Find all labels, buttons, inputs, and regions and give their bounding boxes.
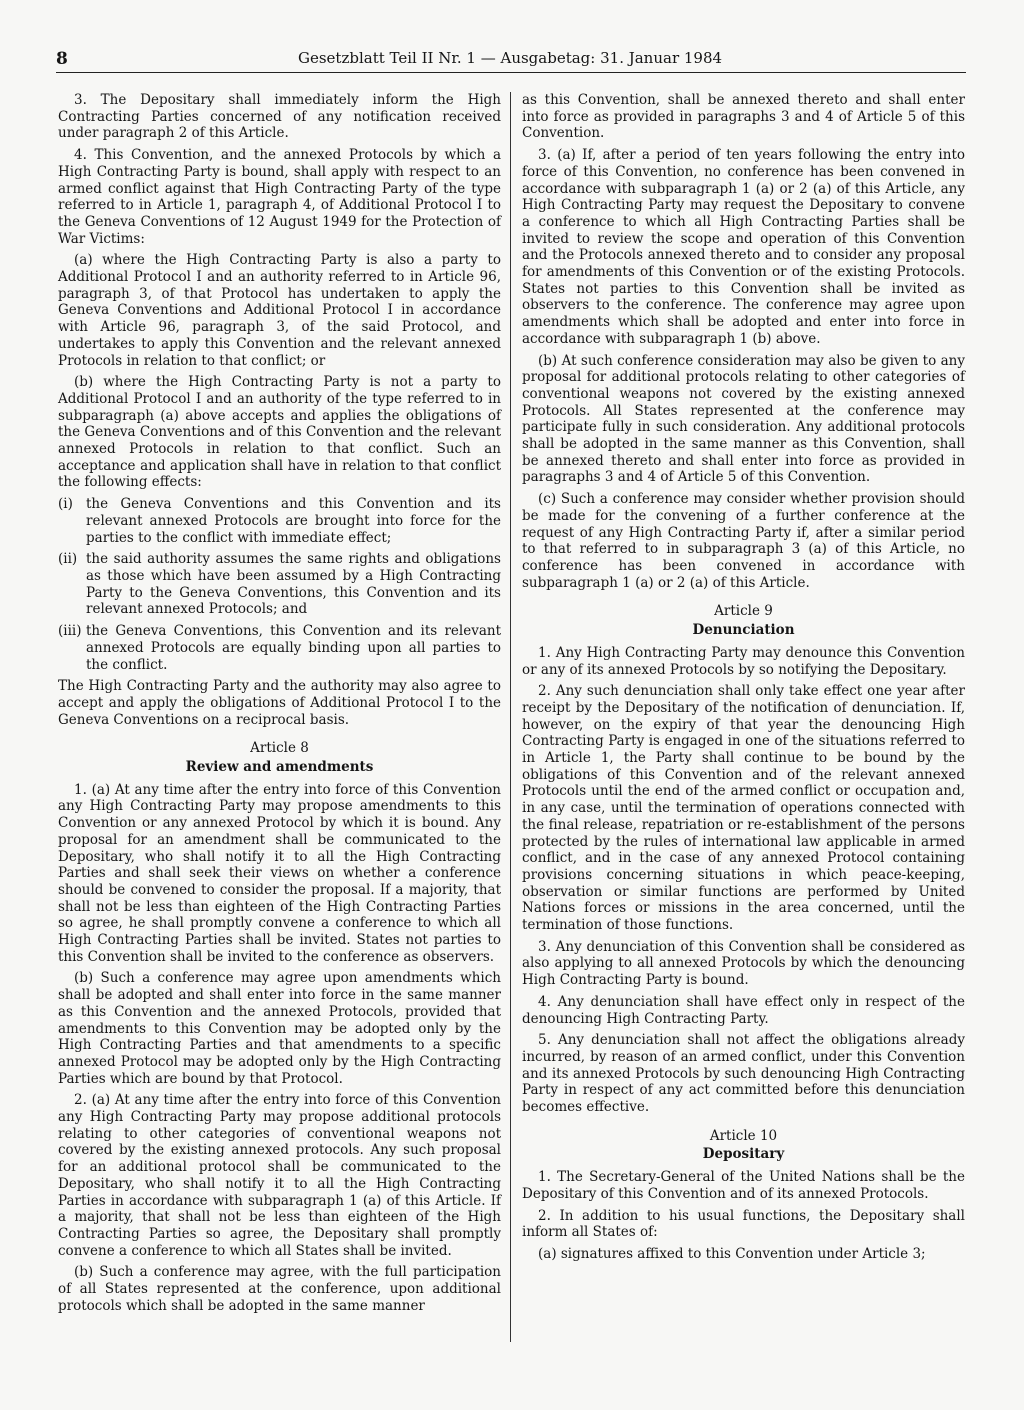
paragraph: 1. Any High Contracting Party may denounce this Convention or any of its annexed Protocols by so notifying the Depositary. (522, 644, 965, 678)
paragraph: (b) where the High Contracting Party is not a party to Additional Protocol I and an authority of the type referred to in subparagraph (a) above accepts and applies the obligations of the Geneva Conventions and of this Convention and the relevant annexed Protocols in relation to that conflict. Such an acceptance and application shall have in relation to that conflict the following effects: (58, 374, 501, 491)
roman-number: (iii) (58, 623, 82, 640)
roman-text: the said authority assumes the same rights and obligations as those which have been assumed by a High Contracting Party to the Geneva Conventions, this Convention and its relevant annexed Protocols; and (86, 551, 501, 618)
paragraph: (c) Such a conference may consider whether provision should be made for the convening of a further conference at the request of any High Contracting Party if, after a similar period to that referred to in subparagraph 3 (a) of this Article, no conference has been convened in accordance with subparagraph 1 (a) or 2 (a) of this Article. (522, 491, 965, 591)
page-number: 8 (56, 49, 68, 69)
right-column (522, 92, 965, 1268)
article-8-title: Article 8 (250, 740, 309, 757)
paragraph: 4. This Convention, and the annexed Protocols by which a High Contracting Party is bound, shall apply with respect to an armed conflict against that High Contracting Party of the type referred to in Article 1, paragraph 4, of Additional Protocol I to the Geneva Conventions of 12 August 1949 for the Protection of War Victims: (58, 147, 501, 247)
left-column (58, 92, 501, 1320)
paragraph: 1. (a) At any time after the entry into force of this Convention any High Contracting Party may propose amendments to this Convention or any annexed Protocol by which it is bound. Any proposal for an amendment shall be communicated to the Depositary, who shall notify it to all the High Contracting Parties and shall seek their views on whether a conference should be convened to consider the proposal. If a majority, that shall not be less than eighteen of the High Contracting Parties so agree, he shall promptly convene a conference to which all High Contracting Parties shall be invited. States not parties to this Convention shall be invited to the conference as observers. (58, 781, 501, 965)
roman-text: the Geneva Conventions and this Convention and its relevant annexed Protocols are brought into force for the parties to the conflict with immediate effect; (86, 496, 501, 546)
column-divider (510, 92, 511, 1342)
paragraph: (b) Such a conference may agree, with the full participation of all States represented at the conference, upon additional protocols which shall be adopted in the same manner (58, 1264, 501, 1314)
article-10-heading: Depositary (702, 1146, 785, 1163)
roman-number: (i) (58, 496, 73, 513)
paragraph: 3. Any denunciation of this Convention shall be considered as also applying to all annexed Protocols by which the denouncing High Contracting Party is bound. (522, 938, 965, 989)
roman-number: (ii) (58, 551, 78, 568)
paragraph: 2. Any such denunciation shall only take effect one year after receipt by the Depositary of the notification of denunciation. If, however, on the expiry of that year the denouncing High Contracting Party is engaged in one of the situations referred to in Article 1, the Party shall continue to be bound by the obligations of this Convention and of the relevant annexed Protocols until the end of the armed conflict or occupation and, in any case, until the termination of operations connected with the final release, repatriation or re-establishment of the persons protected by the rules of international law applicable in armed conflict, and in the case of any annexed Protocol containing provisions concerning situations in which peace-keeping, observation or similar functions are performed by United Nations forces or missions in the area concerned, until the termination of those functions. (522, 683, 965, 934)
paragraph: (b) At such conference consideration may also be given to any proposal for additional protocols relating to other categories of conventional weapons not covered by the existing annexed Protocols. All States represented at the conference may participate fully in such consideration. Any additional protocols shall be adopted in the same manner as this Convention, shall be annexed thereto and shall enter into force as provided in paragraphs 3 and 4 of Article 5 of this Convention. (522, 352, 965, 486)
paragraph: (a) signatures affixed to this Convention under Article 3; (538, 1246, 926, 1262)
article-10-title: Article 10 (709, 1127, 778, 1144)
page-header (56, 48, 966, 73)
article-8-heading: Review and amendments (185, 759, 374, 776)
paragraph: The High Contracting Party and the authority may also agree to accept and apply the obligations of Additional Protocol I to the Geneva Conventions on a reciprocal basis. (58, 678, 501, 728)
article-9-title: Article 9 (714, 603, 773, 620)
paragraph: (b) Such a conference may agree upon amendments which shall be adopted and shall enter into force in the same manner as this Convention and the annexed Protocols, provided that amendments to this Convention may be adopted only by the High Contracting Parties and that amendments to a specific annexed Protocol may be adopted only by the High Contracting Parties which are bound by that Protocol. (58, 970, 501, 1087)
running-title: Gesetzblatt Teil II Nr. 1 — Ausgabetag: 31. Januar 1984 (298, 49, 723, 67)
paragraph: 3. The Depositary shall immediately inform the High Contracting Parties concerned of any notification received under paragraph 2 of this Article. (58, 92, 501, 142)
paragraph: 3. (a) If, after a period of ten years following the entry into force of this Convention, no conference has been convened in accordance with subparagraph 1 (a) or 2 (a) of this Article, any High Contracting Party may request the Depositary to convene a conference to which all High Contracting Parties shall be invited to review the scope and operation of this Convention and the Protocols annexed thereto and to consider any proposal for amendments of this Convention or of the existing Protocols. States not parties to this Convention shall be invited as observers to the conference. The conference may agree upon amendments which shall be adopted and enter into force in accordance with subparagraph 1 (b) above. (522, 147, 965, 347)
paragraph: as this Convention, shall be annexed thereto and shall enter into force as provided in paragraphs 3 and 4 of Article 5 of this Convention. (522, 92, 965, 142)
paragraph: (a) where the High Contracting Party is also a party to Additional Protocol I and an authority referred to in Article 96, paragraph 3, of that Protocol has undertaken to apply the Geneva Conventions and Additional Protocol I in accordance with Article 96, paragraph 3, of the said Protocol, and undertakes to apply this Convention and the relevant annexed Protocols in relation to that conflict; or (58, 252, 501, 369)
article-9-heading: Denunciation (692, 622, 795, 639)
roman-item (58, 496, 501, 546)
paragraph: 2. (a) At any time after the entry into force of this Convention any High Contracting Party may propose additional protocols relating to other categories of conventional weapons not covered by the existing annexed protocols. Any such proposal for an additional protocol shall be communicated to the Depositary, who shall notify it to all the High Contracting Parties in accordance with subparagraph 1 (a) of this Article. If a majority, that shall not be less than eighteen of the High Contracting Parties so agree, the Depositary shall promptly convene a conference to which all States shall be invited. (58, 1092, 501, 1259)
paragraph: 2. In addition to his usual functions, the Depositary shall inform all States of: (522, 1207, 965, 1241)
roman-item (58, 551, 501, 618)
paragraph: 4. Any denunciation shall have effect only in respect of the denouncing High Contracting Party. (522, 993, 965, 1027)
roman-text: the Geneva Conventions, this Convention and its relevant annexed Protocols are equally binding upon all parties to the conflict. (86, 623, 501, 673)
roman-item (58, 623, 501, 673)
paragraph: 5. Any denunciation shall not affect the obligations already incurred, by reason of an armed conflict, under this Convention and its annexed Protocols by such denouncing High Contracting Party in respect of any act committed before this denunciation becomes effective. (522, 1032, 965, 1116)
paragraph: 1. The Secretary-General of the United Nations shall be the Depositary of this Convention and of its annexed Protocols. (522, 1169, 965, 1202)
